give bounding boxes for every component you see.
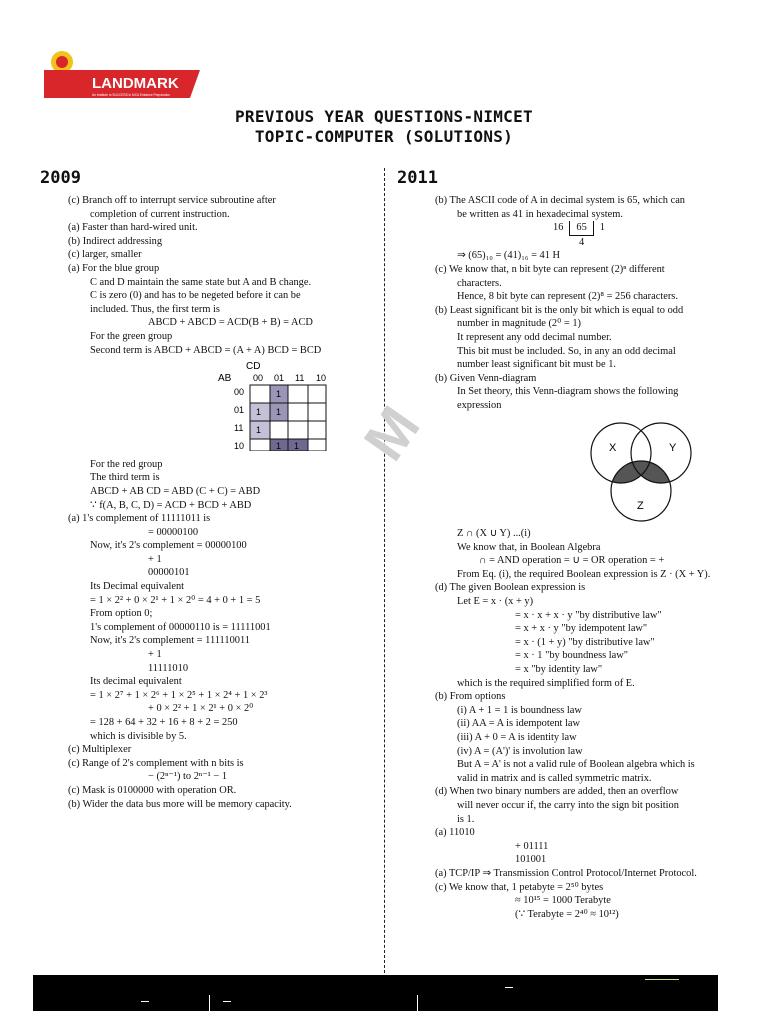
- kmap-ab-label: AB: [218, 373, 232, 385]
- solution-line: number least significant bit must be 1.: [457, 359, 617, 371]
- solution-line: (c) Mask is 0100000 with operation OR.: [68, 784, 237, 796]
- solution-line: Let E = x · (x + y): [457, 596, 534, 608]
- venn-label-y: Y: [669, 441, 677, 454]
- kmap-one: 1: [294, 441, 300, 452]
- solution-line: Its decimal equivalent: [90, 676, 182, 688]
- kmap-col-1: 01: [274, 373, 285, 384]
- solution-line: + 01111: [515, 840, 549, 852]
- solution-line: Second term is ABCD + ABCD = (A + A) BCD = BCD: [90, 344, 322, 356]
- solution-line: C and D maintain the same state but A and B change.: [90, 276, 312, 288]
- solution-line: ABCD + ABCD = ACD(B + B) = ACD: [148, 317, 313, 329]
- division-dividend: 65: [570, 221, 593, 235]
- solution-line: 00000101: [148, 567, 190, 579]
- kmap-col-2: 11: [295, 373, 305, 384]
- kmap-col-3: 10: [316, 373, 327, 384]
- solution-line: (a) Faster than hard-wired unit.: [68, 222, 198, 234]
- solution-line: (c) Branch off to interrupt service subroutine after: [68, 195, 276, 206]
- solution-line: Hence, 8 bit byte can represent (2)⁸ = 256 characters.: [457, 291, 678, 303]
- solution-line: For the green group: [90, 330, 173, 342]
- column-divider: [384, 168, 385, 978]
- kmap-row-0: 00: [234, 387, 245, 398]
- kmap-cd-label: CD: [246, 361, 261, 373]
- solution-line: ABCD + AB CD = ABD (C + C) = ABD: [90, 485, 261, 497]
- solution-line: In Set theory, this Venn-diagram shows the following: [457, 386, 679, 398]
- solution-line: = 00000100: [148, 526, 199, 538]
- solution-line: will never occur if, the carry into the sign bit position: [457, 799, 679, 811]
- solution-line: = x · 1 "by boundness law": [515, 650, 629, 662]
- solution-line: included. Thus, the first term is: [90, 303, 220, 315]
- solution-line: This bit must be included. So, in any an odd decimal: [457, 345, 676, 357]
- solution-line: (c) larger, smaller: [68, 249, 142, 261]
- solution-line: (c) Range of 2's complement with n bits is: [68, 757, 244, 769]
- footer-bar: [33, 975, 718, 1011]
- solution-line: (a) 1's complement of 11111011 is: [68, 513, 211, 525]
- venn-diagram: [581, 413, 701, 523]
- kmap-one: 1: [276, 441, 282, 452]
- venn-label-x: X: [609, 441, 617, 454]
- kmap-col-0: 00: [253, 373, 264, 384]
- karnaugh-map: [178, 359, 358, 451]
- solution-line: 101001: [515, 854, 547, 866]
- landmark-logo: [40, 48, 205, 108]
- watermark: M: [351, 395, 433, 472]
- solution-line: = x · x + x · y "by distributive law": [515, 609, 662, 621]
- solution-line: (i) A + 1 = 1 is boundness law: [457, 704, 582, 716]
- solution-line: ⇒ (65)₁₀ = (41)₁₆ = 41 H: [457, 250, 561, 262]
- solution-line: = x + x · y "by idempotent law": [515, 623, 648, 635]
- solution-line: 11111010: [148, 662, 189, 674]
- division-remainder: 1: [599, 222, 605, 234]
- solution-line: Z ∩ (X ∪ Y) ...(i): [457, 528, 531, 540]
- solution-line: (b) Given Venn-diagram: [435, 372, 537, 384]
- solution-line: characters.: [457, 277, 502, 289]
- year-2009-heading: 2009: [40, 168, 81, 188]
- solution-line: For the red group: [90, 458, 163, 470]
- solution-line: + 1: [148, 649, 162, 661]
- solution-line: = 1 × 2⁷ + 1 × 2⁶ + 1 × 2⁵ + 1 × 2⁴ + 1 × 2³: [90, 689, 268, 701]
- solution-line: = x · (1 + y) "by distributive law": [515, 636, 655, 648]
- division-base: 16: [547, 221, 570, 235]
- solution-line: number in magnitude (2⁰ = 1): [457, 318, 582, 330]
- solution-line: = 128 + 64 + 32 + 16 + 8 + 2 = 250: [90, 717, 238, 728]
- solution-line: C is zero (0) and has to be negeted before it can be: [90, 290, 301, 302]
- solution-line: is 1.: [457, 813, 475, 825]
- solution-line: (b) The ASCII code of A in decimal system is 65, which can: [435, 195, 686, 206]
- solution-line: Now, it's 2's complement = 111110011: [90, 635, 250, 647]
- right-column: [435, 194, 735, 921]
- kmap-one: 1: [276, 407, 282, 418]
- solution-line: The third term is: [90, 472, 160, 484]
- solution-line: (a) TCP/IP ⇒ Transmission Control Protocol/Internet Protocol.: [435, 867, 697, 879]
- venn-label-z: Z: [637, 499, 644, 512]
- solution-line: From option 0;: [90, 608, 153, 620]
- kmap-one: 1: [276, 389, 282, 400]
- solution-line: + 1: [148, 553, 162, 565]
- solution-line: (a) For the blue group: [68, 262, 160, 274]
- solution-line: But A = A' is not a valid rule of Boolean algebra which is: [457, 759, 695, 771]
- solution-line: (∵ Terabyte = 2⁴⁰ ≈ 10¹²): [515, 908, 619, 920]
- kmap-row-3: 10: [234, 441, 245, 452]
- solution-line: We know that, in Boolean Algebra: [457, 541, 601, 553]
- solution-line: + 0 × 2² + 1 × 2¹ + 0 × 2⁰: [148, 703, 254, 715]
- solution-line: valid in matrix and is called symmetric matrix.: [457, 772, 652, 784]
- solution-line: ∵ f(A, B, C, D) = ACD + BCD + ABD: [90, 499, 252, 511]
- solution-line: (c) We know that, n bit byte can represent (2)ⁿ different: [435, 263, 665, 275]
- kmap-row-1: 01: [234, 405, 245, 416]
- solution-line: which is the required simplified form of E.: [457, 677, 635, 689]
- kmap-one: 1: [256, 425, 262, 436]
- solution-line: = 1 × 2² + 0 × 2¹ + 1 × 2⁰ = 4 + 0 + 1 = 5: [90, 594, 261, 606]
- solution-line: (b) Indirect addressing: [68, 235, 163, 247]
- solution-line: ≈ 10¹⁵ = 1000 Terabyte: [515, 895, 611, 907]
- solution-line: (b) From options: [435, 691, 506, 703]
- solution-line: Its Decimal equivalent: [90, 581, 185, 593]
- solution-line: be written as 41 in hexadecimal system.: [457, 208, 623, 220]
- brand-tagline: An Institute to SUCCESS in MCA Entrance Preparation: [92, 93, 170, 97]
- solution-line: (b) Least significant bit is the only bit which is equal to odd: [435, 304, 684, 316]
- solution-line: ∩ = AND operation = ∪ = OR operation = +: [479, 555, 665, 567]
- division-table: [547, 221, 611, 249]
- kmap-one: 1: [256, 407, 262, 418]
- year-2011-heading: 2011: [397, 168, 438, 188]
- page-title-line1: PREVIOUS YEAR QUESTIONS-NIMCET: [235, 107, 533, 126]
- brand-name: LANDMARK: [92, 75, 179, 92]
- page-title-line2: TOPIC-COMPUTER (SOLUTIONS): [254, 127, 514, 146]
- solution-line: (d) The given Boolean expression is: [435, 582, 586, 594]
- solution-line: (a) 11010: [435, 827, 475, 839]
- solution-line: 1's complement of 00000110 is = 11111001: [90, 621, 271, 633]
- solution-line: completion of current instruction.: [90, 208, 230, 220]
- solution-line: − (2ⁿ⁻¹) to 2ⁿ⁻¹ − 1: [148, 771, 228, 783]
- solution-line: (c) Multiplexer: [68, 744, 132, 756]
- solution-line: expression: [457, 399, 502, 411]
- solution-line: (b) Wider the data bus more will be memory capacity.: [68, 798, 292, 810]
- solution-line: (ii) AA = A is idempotent law: [457, 718, 581, 730]
- division-quotient: 4: [578, 236, 585, 248]
- solution-line: (iii) A + 0 = A is identity law: [457, 732, 577, 743]
- kmap-row-2: 11: [234, 423, 244, 434]
- solution-line: (d) When two binary numbers are added, then an overflow: [435, 786, 679, 798]
- solution-line: Now, it's 2's complement = 00000100: [90, 540, 247, 552]
- solution-line: = x "by identity law": [515, 664, 603, 676]
- solution-line: From Eq. (i), the required Boolean expression is Z · (X + Y).: [457, 568, 711, 580]
- solution-line: (iv) A = (A')' is involution law: [457, 745, 583, 757]
- solution-line: (c) We know that, 1 petabyte = 2⁵⁰ bytes: [435, 881, 604, 893]
- solution-line: which is divisible by 5.: [90, 730, 187, 742]
- solution-line: It represent any odd decimal number.: [457, 331, 612, 343]
- left-column: [68, 194, 380, 811]
